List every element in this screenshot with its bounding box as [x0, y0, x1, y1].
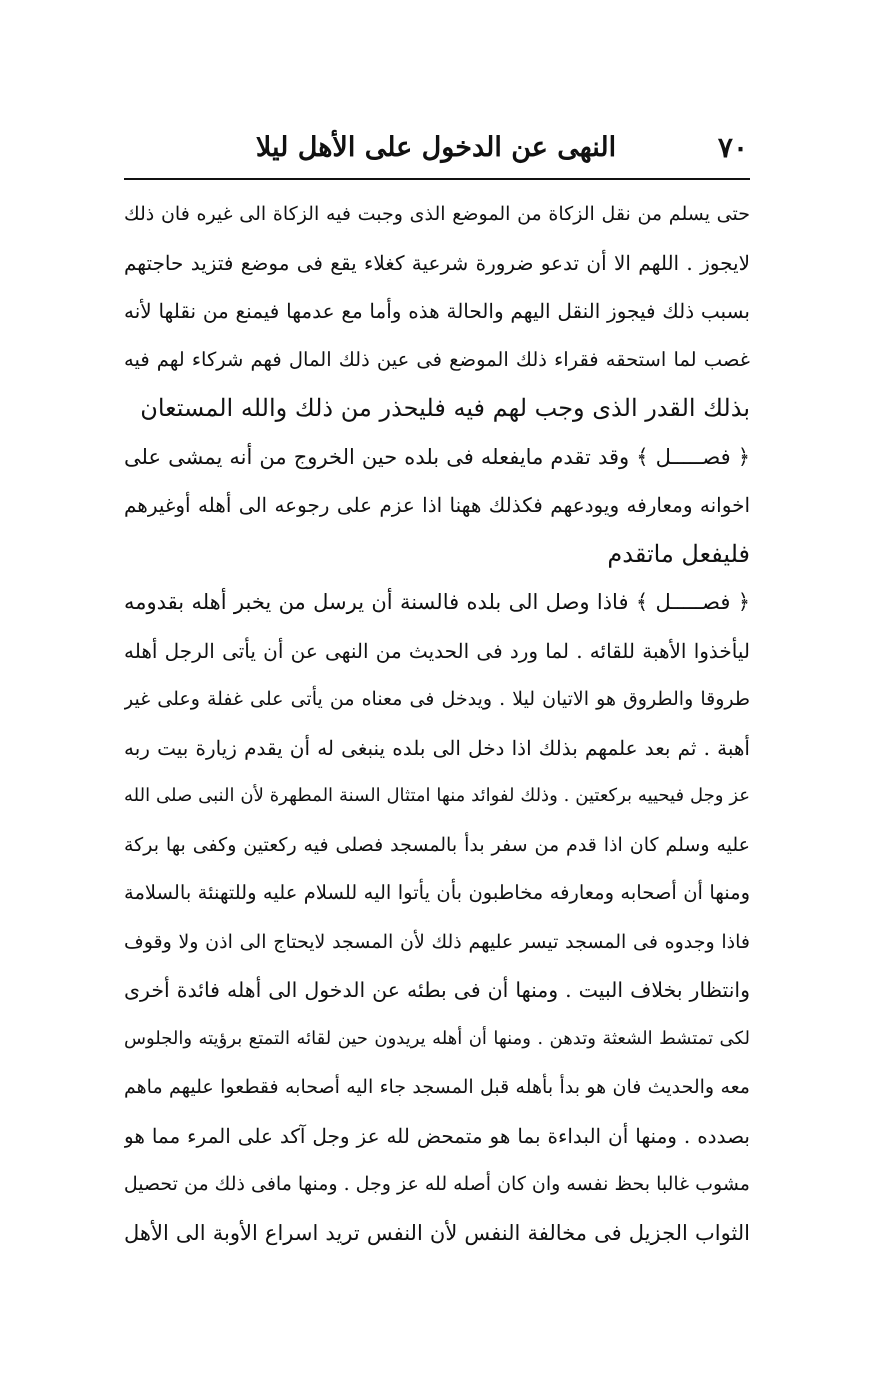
header-rule: [124, 178, 750, 180]
running-title: النهى عن الدخول على الأهل ليلا: [255, 132, 617, 163]
text-line: بصدده . ومنها أن البداءة بما هو متمحض لله عز وجل آكد على المرء مما هو: [124, 1123, 750, 1148]
text-line: عز وجل فيحييه بركعتين . وذلك لفوائد منها امتثال السنة المطهرة لأن النبى صلى الله: [124, 785, 750, 806]
page-header: [124, 128, 748, 172]
text-line: فاذا وجدوه فى المسجد تيسر عليهم ذلك لأن المسجد لايحتاج الى اذن ولا وقوف: [124, 930, 750, 953]
text-line: لايجوز . اللهم الا أن تدعو ضرورة شرعية كغلاء يقع فى موضع فتزيد حاجتهم: [124, 250, 750, 275]
text-line: وانتظار بخلاف البيت . ومنها أن فى بطئه عن الدخول الى أهله فائدة أخرى: [124, 978, 750, 1002]
page-number: ٧٠: [717, 131, 748, 164]
text-line: أهبة . ثم بعد علمهم بذلك اذا دخل الى بلده ينبغى له أن يقدم زيارة بيت ربه: [124, 735, 750, 760]
text-line: فليفعل ماتقدم: [607, 539, 750, 568]
text-line: ليأخذوا الأهبة للقائه . لما ورد فى الحديث من النهى عن أن يأتى الرجل أهله: [124, 638, 750, 663]
text-line: طروقا والطروق هو الاتيان ليلا . ويدخل فى معناه من يأتى على غفلة وعلى غير: [124, 688, 750, 710]
text-line: لكى تمتشط الشعثة وتدهن . ومنها أن أهله يريدون حين لقائه التمتع برؤيته والجلوس: [124, 1027, 750, 1049]
text-line: الثواب الجزيل فى مخالفة النفس لأن النفس تريد اسراع الأوبة الى الأهل: [124, 1220, 750, 1245]
text-line: عليه وسلم كان اذا قدم من سفر بدأ بالمسجد فصلى فيه ركعتين وكفى بها بركة: [124, 833, 750, 856]
text-line: غصب لما استحقه فقراء ذلك الموضع فى عين ذلك المال فهم شركاء لهم فيه: [124, 347, 750, 371]
text-line: حتى يسلم من نقل الزكاة من الموضع الذى وجبت فيه الزكاة الى غيره فان ذلك: [124, 203, 750, 225]
text-line: معه والحديث فان هو بدأ بأهله قبل المسجد جاء اليه أصحابه فقطعوا عليهم ماهم: [124, 1076, 750, 1098]
text-line: مشوب غالبا بحظ نفسه وان كان أصله لله عز وجل . ومنها مافى ذلك من تحصيل: [124, 1173, 750, 1195]
text-line: بذلك القدر الذى وجب لهم فيه فليحذر من ذلك والله المستعان: [140, 394, 750, 422]
text-line: ﴿ فصـــــل ﴾ وقد تقدم مايفعله فى بلده حين الخروج من أنه يمشى على: [124, 444, 750, 469]
text-line: بسبب ذلك فيجوز النقل اليهم والحالة هذه وأما مع عدمها فيمنع من نقلها لأنه: [124, 299, 750, 323]
body-text: [124, 190, 750, 1257]
text-line: اخوانه ومعارفه ويودعهم فكذلك ههنا اذا عزم على رجوعه الى أهله أوغيرهم: [124, 493, 750, 517]
text-line: ومنها أن أصحابه ومعارفه مخاطبون بأن يأتوا اليه للسلام عليه وللتهنئة بالسلامة: [124, 881, 750, 904]
text-line: ﴿ فصـــــل ﴾ فاذا وصل الى بلده فالسنة أن يرسل من يخبر أهله بقدومه: [124, 590, 750, 614]
